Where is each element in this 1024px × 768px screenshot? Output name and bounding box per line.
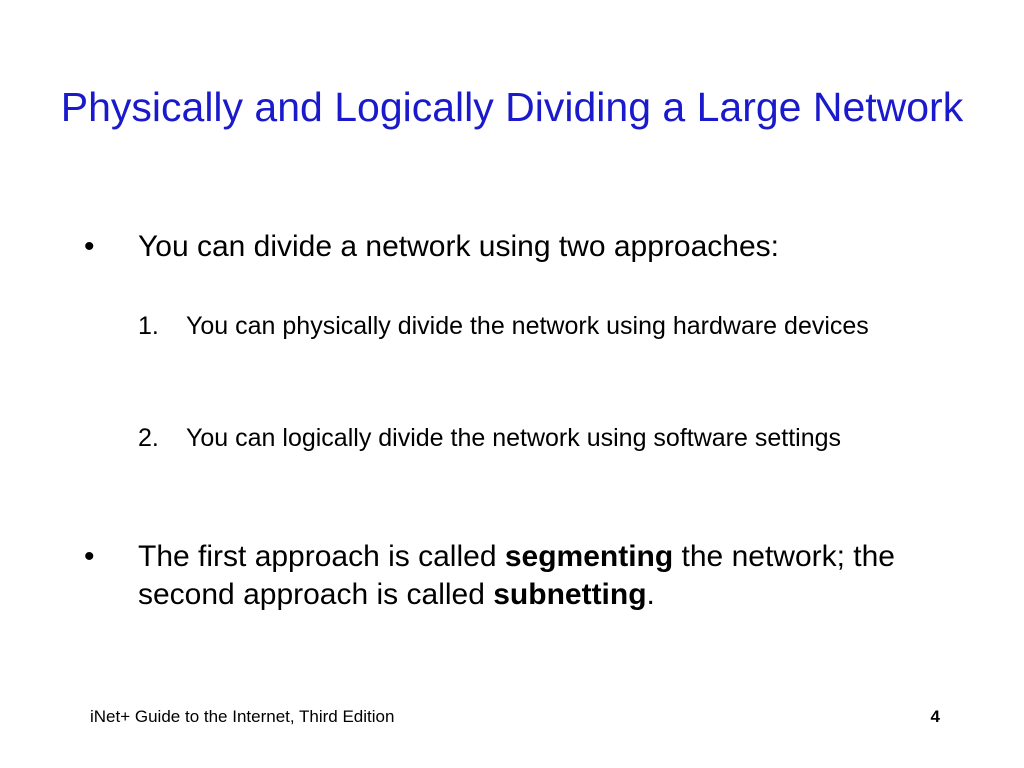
item-number: 1.	[138, 312, 159, 340]
bullet-text	[138, 538, 938, 614]
item-text: You can logically divide the network using software settings	[186, 424, 842, 452]
bullet-text-part: the network; the second approach is called	[138, 540, 895, 611]
bullet-text-part: .	[646, 578, 655, 611]
bullet-marker: •	[84, 230, 95, 263]
footer-book-title: iNet+ Guide to the Internet, Third Edition	[90, 707, 395, 726]
page-number: 4	[930, 707, 940, 726]
item-text: You can physically divide the network using hardware devices	[186, 312, 869, 340]
bullet-text: You can divide a network using two approaches:	[138, 230, 779, 263]
item-number: 2.	[138, 424, 159, 452]
bullet-text-part: The first approach is called	[138, 540, 505, 573]
term-subnetting: subnetting	[493, 578, 647, 611]
slide-title: Physically and Logically Dividing a Large Network	[60, 84, 964, 130]
term-segmenting: segmenting	[504, 540, 674, 573]
bullet-marker: •	[84, 540, 95, 573]
